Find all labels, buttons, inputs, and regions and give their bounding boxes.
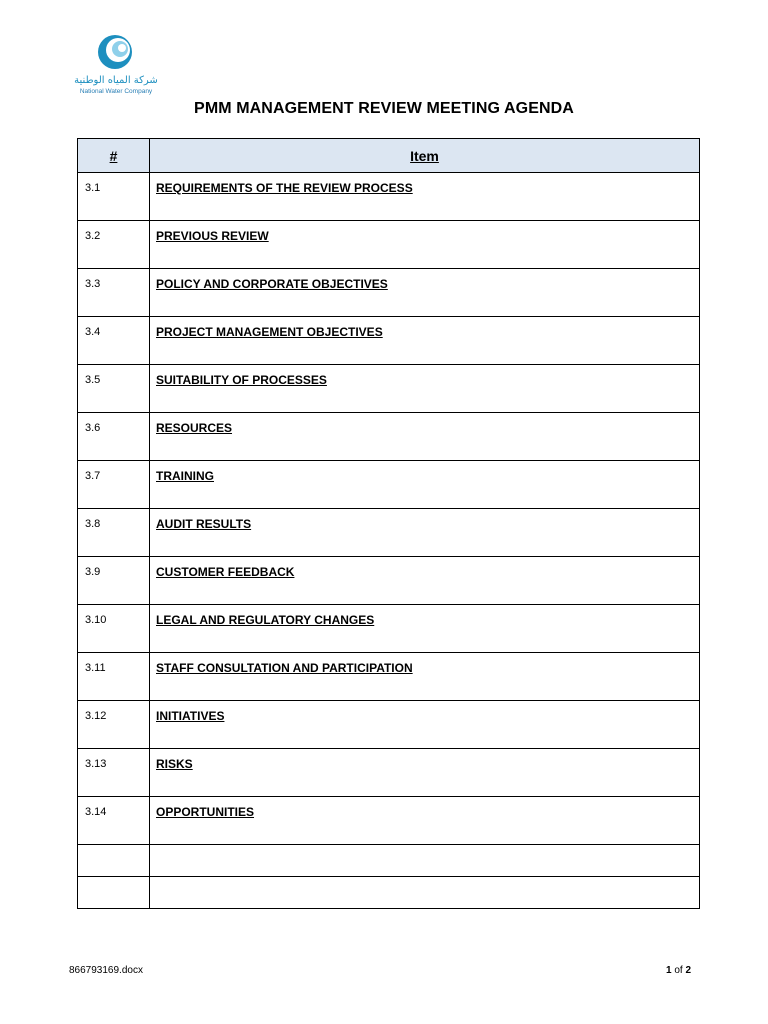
table-row (78, 365, 700, 413)
item-label: RESOURCES (156, 421, 233, 435)
table-row (78, 797, 700, 845)
agenda-table (77, 138, 700, 909)
item-number: 3.4 (85, 326, 101, 338)
table-row (78, 317, 700, 365)
table-header-row (78, 139, 700, 173)
item-number: 3.10 (85, 614, 107, 626)
table-row (78, 701, 700, 749)
item-label: LEGAL AND REGULATORY CHANGES (156, 613, 375, 627)
empty-table-row (78, 877, 700, 909)
item-number: 3.1 (85, 182, 101, 194)
item-number: 3.6 (85, 422, 101, 434)
item-label: POLICY AND CORPORATE OBJECTIVES (156, 277, 388, 291)
item-number: 3.13 (85, 758, 107, 770)
table-row (78, 173, 700, 221)
item-label: CUSTOMER FEEDBACK (156, 565, 295, 579)
table-row (78, 653, 700, 701)
item-number: 3.14 (85, 806, 107, 818)
table-row (78, 605, 700, 653)
item-label: REQUIREMENTS OF THE REVIEW PROCESS (156, 181, 413, 195)
footer-page-number (666, 965, 691, 976)
item-label: INITIATIVES (156, 709, 225, 723)
page-of-label: of (674, 965, 683, 976)
column-header-item: Item (150, 139, 700, 173)
item-label: SUITABILITY OF PROCESSES (156, 373, 327, 387)
table-row (78, 221, 700, 269)
item-label: TRAINING (156, 469, 214, 483)
item-label: PREVIOUS REVIEW (156, 229, 269, 243)
footer-filename: 866793169.docx (69, 965, 143, 976)
item-label: PROJECT MANAGEMENT OBJECTIVES (156, 325, 383, 339)
page-title: PMM MANAGEMENT REVIEW MEETING AGENDA (194, 100, 574, 117)
page-total: 2 (685, 965, 691, 976)
item-number: 3.9 (85, 566, 101, 578)
column-header-number: # (78, 139, 150, 173)
table-row (78, 749, 700, 797)
empty-cell (78, 845, 150, 877)
item-number: 3.11 (85, 662, 106, 674)
page-current: 1 (665, 965, 672, 976)
item-number: 3.5 (85, 374, 101, 386)
table-row (78, 269, 700, 317)
logo-emblem-icon (95, 33, 135, 71)
item-label: OPPORTUNITIES (156, 805, 255, 819)
table-row (78, 461, 700, 509)
logo-english-text: National Water Company (79, 88, 153, 95)
item-number: 3.8 (85, 518, 101, 530)
empty-cell (78, 877, 150, 909)
company-logo (68, 33, 164, 99)
item-number: 3.2 (85, 230, 101, 242)
table-row (78, 413, 700, 461)
empty-cell (150, 877, 700, 909)
table-row (78, 557, 700, 605)
item-label: STAFF CONSULTATION AND PARTICIPATION (156, 661, 413, 675)
item-number: 3.12 (85, 710, 107, 722)
logo-arabic-text: شركة المياه الوطنية (74, 75, 158, 86)
empty-table-row (78, 845, 700, 877)
table-row (78, 509, 700, 557)
item-label: AUDIT RESULTS (156, 517, 252, 531)
item-label: RISKS (156, 757, 193, 771)
item-number: 3.7 (85, 470, 101, 482)
empty-cell (150, 845, 700, 877)
item-number: 3.3 (85, 278, 101, 290)
